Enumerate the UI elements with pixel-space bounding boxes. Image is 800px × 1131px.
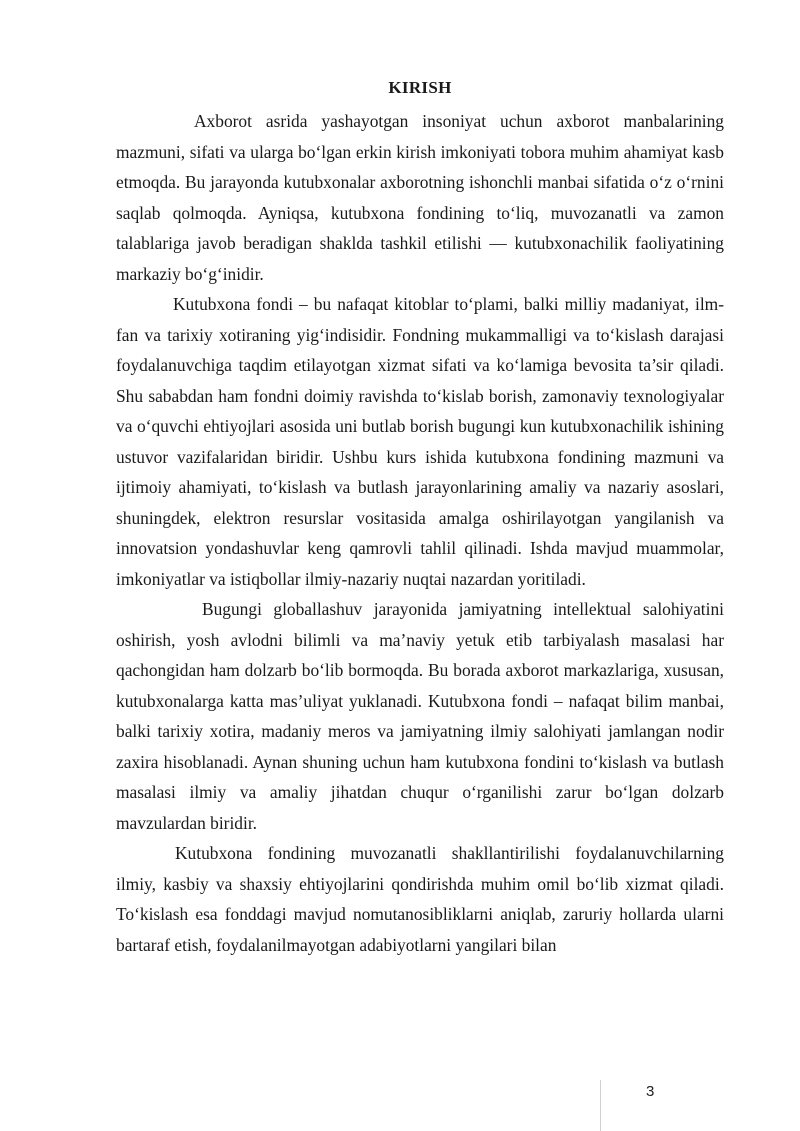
- body-text: [116, 106, 724, 960]
- page-number: 3: [646, 1083, 655, 1100]
- footer-divider: [600, 1080, 601, 1131]
- page-title: KIRISH: [388, 78, 452, 97]
- paragraph-3: Bugungi globallashuv jarayonida jamiyatning intellektual salohiyatini oshirish, yosh avlodni bilimli va ma’naviy yetuk etib tarbiyalash masalasi har qachongidan ham dolzarb bo‘lib bormoqda. Bu borada axborot markazlariga, xususan, kutubxonalarga katta mas’uliyat yuklanadi. Kutubxona fondi – nafaqat bilim manbai, balki tarixiy xotira, madaniy meros va jamiyatning ilmiy salohiyati jamlangan nodir zaxira hisoblanadi. Aynan shuning uchun ham kutubxona fondini to‘kislash va butlash masalasi ilmiy va amaliy jihatdan chuqur o‘rganilishi zarur bo‘lgan dolzarb mavzulardan biridir.: [116, 599, 724, 833]
- paragraph-1: Axborot asrida yashayotgan insoniyat uchun axborot manbalarining mazmuni, sifati va ularga bo‘lgan erkin kirish imkoniyati tobora muhim ahamiyat kasb etmoqda. Bu jarayonda kutubxonalar axborotning ishonchli manbai sifatida o‘z o‘rnini saqlab qolmoqda. Ayniqsa, kutubxona fondining to‘liq, muvozanatli va zamon talablariga javob beradigan shaklda tashkil etilishi — kutubxonachilik faoliyatining markaziy bo‘g‘inidir.: [116, 111, 724, 284]
- paragraph-4: Kutubxona fondining muvozanatli shakllantirilishi foydalanuvchilarning ilmiy, kasbiy va shaxsiy ehtiyojlarini qondirishda muhim omil bo‘lib xizmat qiladi. To‘kislash esa fonddagi mavjud nomutanosibliklarni aniqlab, zaruriy hollarda ularni bartaraf etish, foydalanilmayotgan adabiyotlarni yangilari bilan: [116, 843, 724, 955]
- paragraph-2: Kutubxona fondi – bu nafaqat kitoblar to‘plami, balki milliy madaniyat, ilm-fan va tarixiy xotiraning yig‘indisidir. Fondning mukammalligi va to‘kislash darajasi foydalanuvchiga taqdim etilayotgan xizmat sifati va ko‘lamiga bevosita ta’sir qiladi. Shu sababdan ham fondni doimiy ravishda to‘kislab borish, zamonaviy texnologiyalar va o‘quvchi ehtiyojlari asosida uni butlab borish bugungi kun kutubxonachilik ishining ustuvor vazifalaridan biridir. Ushbu kurs ishida kutubxona fondining mazmuni va ijtimoiy ahamiyati, to‘kislash va butlash jarayonlarining amaliy va nazariy asoslari, shuningdek, elektron resurslar vositasida amalga oshirilayotgan yangilanish va innovatsion yondashuvlar keng qamrovli tahlil qilinadi. Ishda mavjud muammolar, imkoniyatlar va istiqbollar ilmiy-nazariy nuqtai nazardan yoritiladi.: [116, 294, 724, 589]
